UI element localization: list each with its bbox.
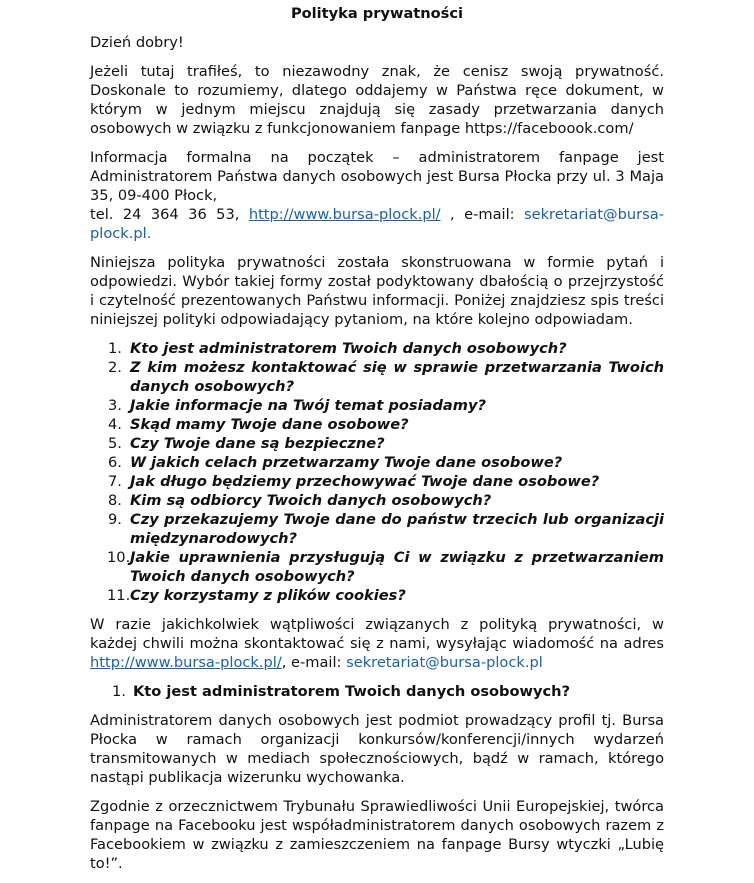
list-item: 7. Jak długo będziemy przechowywać Twoje dane osobowe? xyxy=(108,473,600,490)
questions-list xyxy=(90,339,664,605)
policy-description: Niniejsza polityka prywatności została skonstruowana w formie pytań i odpowiedzi. Wybór takiej formy został podyktowany dbałością o przejrzystość i czytelność prezentowanych Państwu informacji. Poniżej znajdziesz spis treści niniejszej polityki odpowiadający pytaniom, na które kolejno odpowiadam. xyxy=(90,254,664,328)
phone-text: tel. 24 364 36 53, xyxy=(90,206,249,223)
website-link[interactable]: http://www.bursa-plock.pl/ xyxy=(90,654,282,671)
email-link[interactable]: sekretariat@bursa-plock.pl. xyxy=(90,206,664,242)
section-paragraph: Administratorem danych osobowych jest podmiot prowadzący profil tj. Bursa Płocka w ramach organizacji konkursów/konferencji/innych wydarzeń transmitowanych w mediach społecznościowych, bądź w ramach, którego nastąpi publikacja wizerunku wychowanka. xyxy=(90,712,664,786)
document-page xyxy=(90,0,664,883)
list-item: 2. Z kim możesz kontaktować się w sprawie przetwarzania Twoich danych osobowych? xyxy=(108,359,664,395)
list-item: 1. Kto jest administratorem Twoich danych osobowych? xyxy=(108,340,567,357)
greeting: Dzień dobry! xyxy=(90,34,184,51)
admin-info-block xyxy=(90,148,664,243)
section-heading: 1. Kto jest administratorem Twoich danych osobowych? xyxy=(112,683,571,700)
list-item: 8. Kim są odbiorcy Twoich danych osobowych? xyxy=(108,492,492,509)
list-item: 3. Jakie informacje na Twój temat posiadamy? xyxy=(108,397,486,414)
admin-contact-line xyxy=(90,205,664,243)
email-link[interactable]: sekretariat@bursa-plock.pl xyxy=(346,654,543,671)
admin-info-text: Informacja formalna na początek – administratorem fanpage jest Administratorem Państwa danych osobowych jest Bursa Płocka przy ul. 3 Maja 35, 09-400 Płock, xyxy=(90,149,664,204)
list-item: 10. Jakie uprawnienia przysługują Ci w związku z przetwarzaniem Twoich danych osobowych? xyxy=(107,549,664,585)
page-title: Polityka prywatności xyxy=(290,5,464,22)
list-item: 5. Czy Twoje dane są bezpieczne? xyxy=(108,435,385,452)
section-paragraph: Zgodnie z orzecznictwem Trybunału Sprawiedliwości Unii Europejskiej, twórca fanpage na Facebooku jest współadministratorem danych osobowych razem z Facebookiem w związku z zamieszczeniem na fanpage Bursy wtyczki „Lubię to!”. xyxy=(90,798,664,872)
list-item: 4. Skąd mamy Twoje dane osobowe? xyxy=(108,416,409,433)
list-item: 6. W jakich celach przetwarzamy Twoje dane osobowe? xyxy=(108,454,563,471)
list-item: 11. Czy korzystamy z plików cookies? xyxy=(107,587,406,604)
website-link[interactable]: http://www.bursa-plock.pl/ xyxy=(248,206,441,223)
intro-paragraph: Jeżeli tutaj trafiłeś, to niezawodny znak, że cenisz swoją prywatność. Doskonale to rozumiemy, dlatego oddajemy w Państwa ręce dokument, w którym w jednym miejscu znajdują się zasady przetwarzania danych osobowych w związku z funkcjonowaniem fanpage https://faceboook.com/ xyxy=(90,63,664,137)
contact-paragraph: W razie jakichkolwiek wątpliwości związanych z polityką prywatności, w każdej chwili można skontaktować się z nami, wysyłając wiadomość na adres http://www.bursa-plock.pl/, e-mail: sekretariat@bursa-plock.pl xyxy=(90,616,664,671)
email-prefix: , e-mail: xyxy=(440,206,524,223)
list-item: 9. Czy przekazujemy Twoje dane do państw trzecich lub organizacji międzynarodowych? xyxy=(108,511,664,547)
